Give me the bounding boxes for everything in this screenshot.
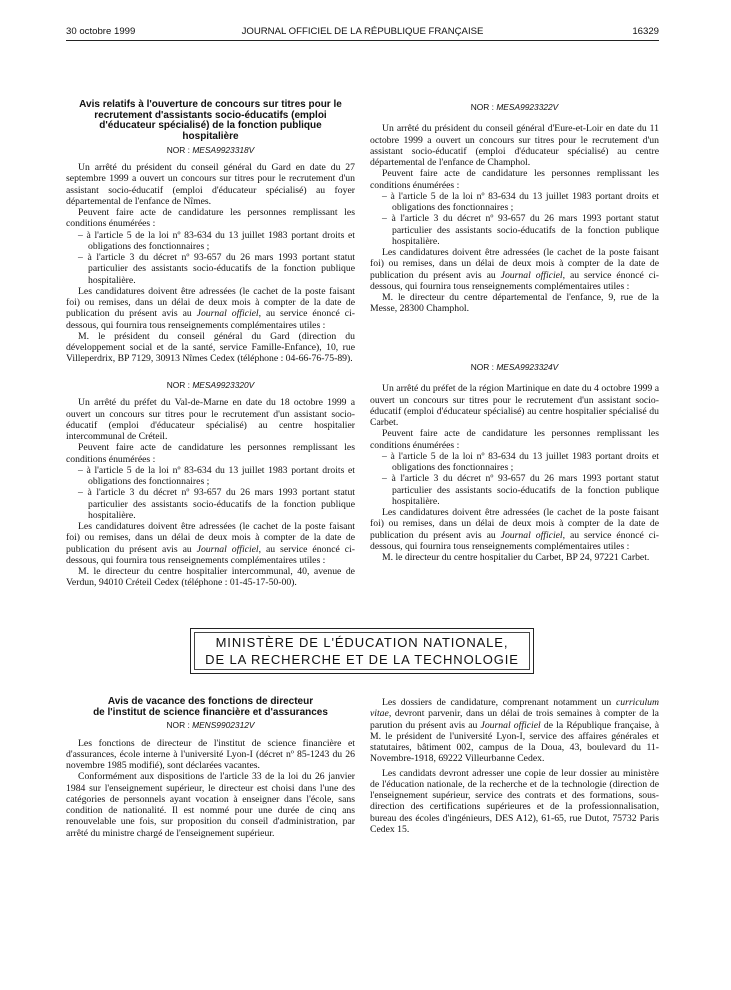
journal-officiel-ref: Journal officiel (196, 543, 259, 555)
nor-reference: NOR : MESA9923324V (470, 362, 559, 372)
notice-address: M. le directeur du centre départemental de l'enfance, 9, rue de la Messe, 28300 Champhol. (370, 292, 659, 315)
conditions-list (370, 451, 659, 507)
header-date: 30 octobre 1999 (66, 26, 136, 37)
journal-officiel-ref: Journal officiel (500, 529, 563, 541)
conditions-list (66, 230, 355, 286)
vacancy-notice (66, 697, 355, 839)
candidatures-paragraph: Les candidatures doivent être adressées (le cachet de la poste faisant foi) ou remises, dans un délai de deux mois à compter de la date de publication du présent avis au Journal officiel, au service énoncé ci-dessous, qui fournira tous renseignements complémentaires utiles : (66, 285, 355, 331)
notice-paragraph: Un arrêté du président du conseil général d'Eure-et-Loir en date du 11 octobre 1999 a ouvert un concours sur titres pour le recrutement d'un assistant socio-éducatif (emploi d'éducateur spécialisé) au centre départemental de l'enfance de Champhol. (370, 123, 659, 168)
condition-item: – à l'article 5 de la loi nº 83-634 du 13 juillet 1983 portant droits et obligations des fonctionnaires ; (392, 451, 659, 474)
page-header (66, 26, 659, 40)
candidatures-paragraph: Les candidatures doivent être adressées (le cachet de la poste faisant foi) ou remises, dans un délai de deux mois à compter de la date de publication du présent avis au Journal officiel, au service énoncé ci-dessous, qui fournira tous renseignements complémentaires utiles : (370, 507, 659, 552)
right-column-bottom (370, 360, 659, 563)
left-column-bottom (66, 378, 355, 589)
notice-paragraph: Peuvent faire acte de candidature les personnes remplissant les conditions énumérées : (66, 442, 355, 465)
notice-paragraph: Conformément aux dispositions de l'article 33 de la loi du 26 janvier 1984 sur l'enseignement supérieur, le directeur est choisi dans l'une des catégories de personnels ayant vocation à enseigner dans l'école, sans condition de nationalité. Il est nommé pour une durée de cinq ans renouvelable une fois, sur proposition du conseil d'administration, par arrêté du ministre chargé de l'enseignement supérieur. (66, 771, 355, 839)
copy-paragraph: Les candidats devront adresser une copie de leur dossier au ministère de l'éducation nationale, de la recherche et de la technologie (direction de l'enseignement supérieur, service des contrats et des formations, sous-direction des certifications supérieures et de la professionnalisation, bureau des écoles d'ingénieurs, DES A12), 61-65, rue Dutot, 75732 Paris Cedex 15. (370, 767, 659, 835)
ministry-line-2: DE LA RECHERCHE ET DE LA TECHNOLOGIE (205, 652, 519, 667)
dossiers-paragraph: Les dossiers de candidature, comprenant notamment un curriculum vitae, devront parvenir, dans un délai de trois semaines à compter de la parution du présent avis au Journal officiel de la République française, à M. le président de l'université Lyon-I, service des affaires générales et statutaires, bâtiment 002, campus de la Doua, 43, boulevard du 11-Novembre-1918, 69222 Villeurbanne Cedex. (370, 697, 660, 765)
nor-reference: NOR : MESA9923322V (470, 102, 559, 112)
notice-address: M. le directeur du centre hospitalier intercommunal, 40, avenue de Verdun, 94010 Créteil Cedex (téléphone : 01-45-17-50-00). (66, 566, 355, 589)
notice-paragraph: Un arrêté du président du conseil général du Gard en date du 27 septembre 1999 a ouvert un concours sur titres pour le recrutement d'un assistant socio-éducatif (emploi d'éducateur spécialisé) au foyer départemental de l'enfance de Nîmes. (66, 162, 355, 207)
notice-address: M. le directeur du centre hospitalier du Carbet, BP 24, 97221 Carbet. (382, 552, 650, 563)
curriculum-vitae-ref: curriculum vitae (370, 697, 660, 720)
notice-paragraph: Peuvent faire acte de candidature les personnes remplissant les conditions énumérées : (370, 168, 659, 191)
nor-reference: NOR : MESA9923318V (166, 144, 255, 155)
notice-paragraph: Un arrêté du préfet de la région Martinique en date du 4 octobre 1999 a ouvert un concours sur titres pour le recrutement d'un assistant socio-éducatif (emploi d'éducateur spécialisé) au centre hospitalier spécialisé du Carbet. (370, 383, 659, 428)
journal-officiel-ref: Journal officiel (480, 719, 541, 731)
journal-officiel-ref: Journal officiel (500, 269, 563, 281)
vacancy-title: Avis de vacance des fonctions de directeur de l'institut de science financière et d'assurances (93, 696, 328, 718)
header-publication: JOURNAL OFFICIEL DE LA RÉPUBLIQUE FRANÇAISE (241, 26, 484, 37)
header-page-number: 16329 (632, 26, 659, 37)
condition-item: – à l'article 5 de la loi nº 83-634 du 13 juillet 1983 portant droits et obligations des fonctionnaires ; (392, 191, 659, 214)
condition-item: – à l'article 3 du décret nº 93-657 du 26 mars 1993 portant statut particulier des assistants socio-éducatifs de la fonction publique hospitalière. (392, 473, 659, 507)
condition-item: – à l'article 5 de la loi nº 83-634 du 13 juillet 1983 portant droits et obligations des fonctionnaires ; (88, 230, 355, 253)
notice-title: Avis relatifs à l'ouverture de concours sur titres pour le recrutement d'assistants socio-éducatifs (emploi d'éducateur spécialisé) de la fonction publique hospitalière (79, 99, 342, 143)
nor-reference: NOR : MENS9902312V (166, 720, 255, 731)
ministry-heading (190, 628, 534, 674)
header-rule (66, 40, 659, 41)
condition-item: – à l'article 3 du décret nº 93-657 du 26 mars 1993 portant statut particulier des assistants socio-éducatifs de la fonction publique hospitalière. (88, 252, 355, 286)
notice-paragraph: Les fonctions de directeur de l'institut de science financière et d'assurances, école interne à l'université Lyon-I (décret nº 85-1243 du 26 novembre 1985 modifié), sont déclarées vacantes. (66, 737, 355, 772)
conditions-list (370, 191, 659, 247)
condition-item: – à l'article 3 du décret nº 93-657 du 26 mars 1993 portant statut particulier des assistants socio-éducatifs de la fonction publique hospitalière. (392, 213, 659, 247)
left-column-top (66, 100, 355, 365)
notice-paragraph: Peuvent faire acte de candidature les personnes remplissant les conditions énumérées : (66, 207, 355, 230)
candidatures-paragraph: Les candidatures doivent être adressées (le cachet de la poste faisant foi) ou remises, dans un délai de deux mois à compter de la date de publication du présent avis au Journal officiel, au service énoncé ci-dessous, qui fournira tous renseignements complémentaires utiles : (370, 247, 659, 292)
condition-item: – à l'article 5 de la loi nº 83-634 du 13 juillet 1983 portant droits et obligations des fonctionnaires ; (88, 465, 355, 488)
ministry-line-1: MINISTÈRE DE L'ÉDUCATION NATIONALE, (215, 635, 509, 650)
candidatures-paragraph: Les candidatures doivent être adressées (le cachet de la poste faisant foi) ou remises, dans un délai de deux mois à compter de la date de publication du présent avis au Journal officiel, au service énoncé ci-dessous, qui fournira tous renseignements complémentaires utiles : (66, 521, 355, 566)
conditions-list (66, 465, 355, 521)
journal-officiel-ref: Journal officiel (196, 308, 259, 320)
notice-paragraph: Peuvent faire acte de candidature les personnes remplissant les conditions énumérées : (370, 428, 659, 451)
condition-item: – à l'article 3 du décret nº 93-657 du 26 mars 1993 portant statut particulier des assistants socio-éducatifs de la fonction publique hospitalière. (88, 487, 355, 521)
right-column-top (370, 100, 659, 315)
notice-address: M. le président du conseil général du Gard (direction du développement social et de la santé, service Famille-Enfance), 10, rue Villeperdrix, BP 7129, 30913 Nîmes Cedex (téléphone : 04-66-76-75-89). (66, 330, 355, 365)
vacancy-notice-continued (370, 697, 659, 835)
nor-reference: NOR : MESA9923320V (166, 380, 255, 390)
notice-paragraph: Un arrêté du préfet du Val-de-Marne en date du 18 octobre 1999 a ouvert un concours sur titres pour le recrutement d'un assistant socio-éducatif (emploi d'éducateur spécialisé) au centre hospitalier intercommunal de Créteil. (66, 397, 355, 442)
